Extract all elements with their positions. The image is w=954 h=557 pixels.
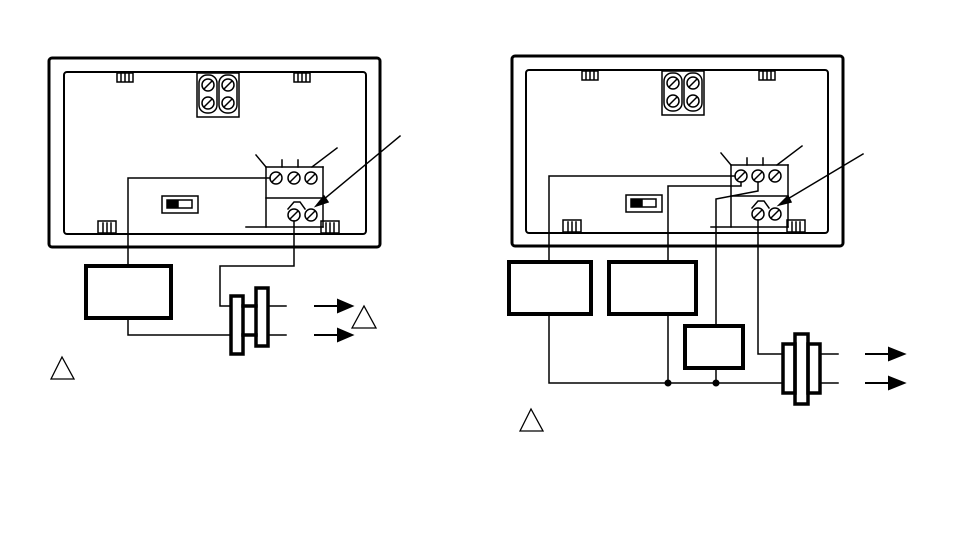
- selector-switch-left: [162, 196, 198, 213]
- right-wiring-diagram: [509, 56, 904, 431]
- warning-triangle-left-a: [352, 306, 376, 328]
- load-box-left: [86, 266, 171, 318]
- clip-top-left: [582, 71, 598, 80]
- relay-contacts-right: [783, 334, 838, 404]
- wiring-right: [549, 176, 783, 383]
- terminal-block-top-left: [197, 73, 239, 117]
- terminal-block-2-left: [288, 202, 317, 221]
- output-arrows-left: [315, 300, 352, 341]
- load-box-2-right: [609, 262, 696, 314]
- callout-leader-right: [779, 154, 863, 205]
- clip-bottom-left: [98, 221, 116, 233]
- clip-top-right: [759, 71, 775, 80]
- relay-contacts-left: [231, 288, 286, 354]
- terminal-block-3-left: [246, 148, 337, 227]
- clip-top-left: [117, 73, 133, 82]
- housing-right: [512, 56, 843, 246]
- warning-triangle-right: [520, 409, 543, 431]
- small-box-right: [685, 326, 743, 368]
- warning-triangle-left-b: [51, 357, 74, 379]
- load-box-1-right: [509, 262, 591, 314]
- clip-bottom-left: [563, 220, 581, 232]
- selector-switch-right: [626, 195, 662, 212]
- output-arrows-right: [866, 348, 904, 389]
- left-wiring-diagram: [49, 58, 400, 379]
- clip-bottom-right: [787, 220, 805, 232]
- clip-top-right: [294, 73, 310, 82]
- terminal-block-top-right: [662, 71, 704, 115]
- terminal-block-2-right: [752, 201, 781, 220]
- callout-leader-left: [316, 136, 400, 206]
